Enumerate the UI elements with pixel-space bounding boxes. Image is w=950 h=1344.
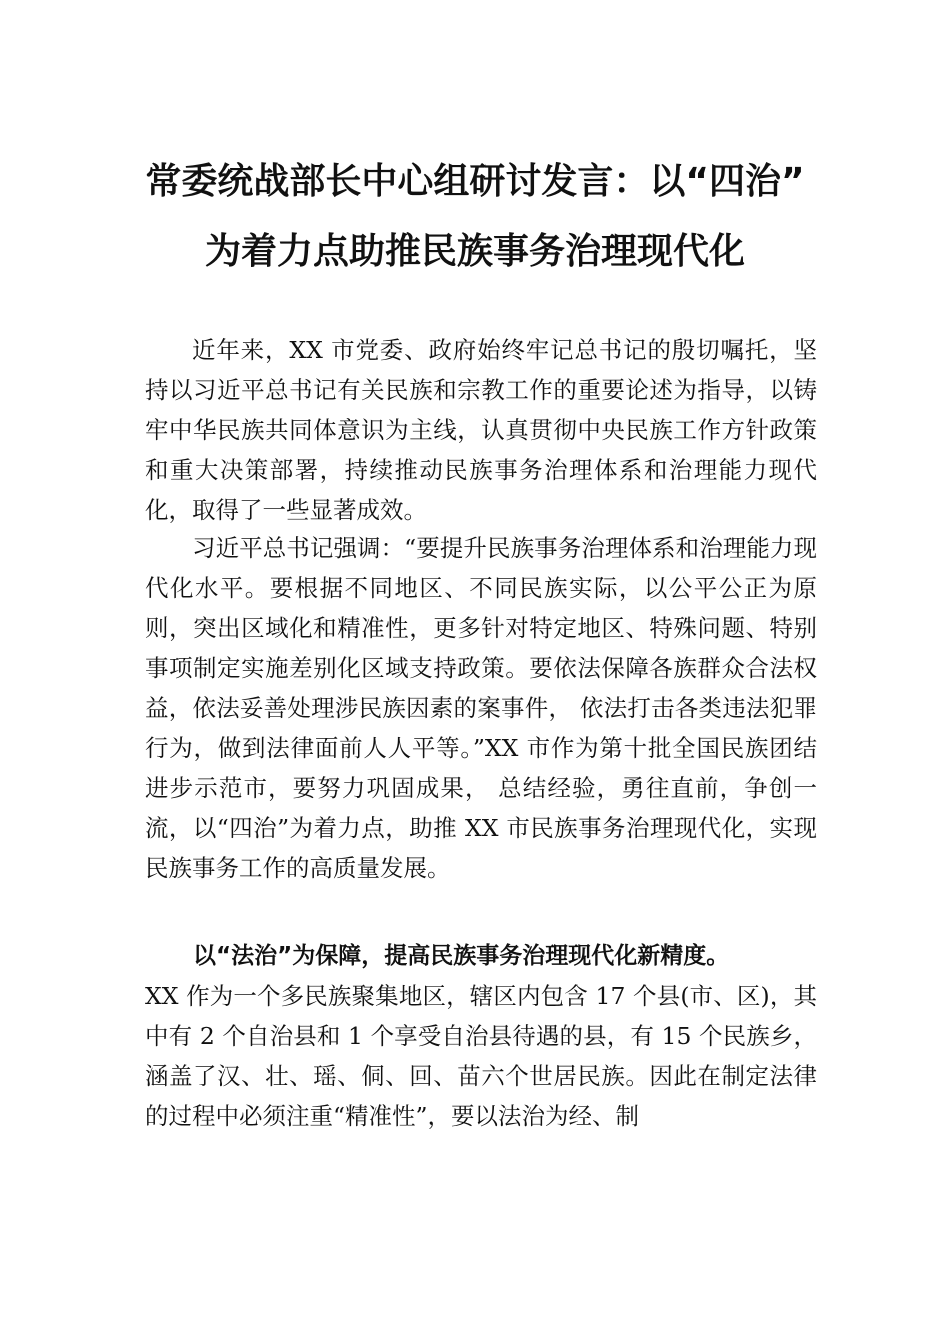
paragraph-intro: 近年来，XX 市党委、政府始终牢记总书记的殷切嘱托，坚持以习近平总书记有关民族和宗教工作的重要论述为指导，以铸牢中华民族共同体意识为主线，认真贯彻中央民族工作方针政策和重大决策部署，持续推动民族事务治理体系和治理能力现代化，取得了一些显著成效。: [145, 336, 817, 524]
document-title-line-1: 常委统战部长中心组研讨发言：以“四治”: [145, 161, 805, 202]
document-title-line-2: 为着力点助推民族事务治理现代化: [204, 231, 745, 272]
section-block: [145, 936, 817, 1136]
section-paragraph: XX 作为一个多民族聚集地区，辖区内包含 17 个县(市、区)，其中有 2 个自治县和 1 个享受自治县待遇的县，有 15 个民族乡，涵盖了汉、壮、瑶、侗、回、苗六个世居民族。因此在制定法律的过程中必须注重“精准性”，要以法治为经、制: [145, 982, 817, 1130]
section-heading: 以“法治”为保障，提高民族事务治理现代化新精度。: [193, 943, 730, 969]
paragraph-quote: 习近平总书记强调：“要提升民族事务治理体系和治理能力现代化水平。要根据不同地区、不同民族实际，以公平公正为原则，突出区域化和精准性，更多针对特定地区、特殊问题、特别事项制定实施差别化区域支持政策。要依法保障各族群众合法权益，依法妥善处理涉民族因素的案事件， 依法打击各类违法犯罪行为，做到法律面前人人平等。”XX 市作为第十批全国民族团结进步示范市，要努力巩固成果， 总结经验，勇往直前，争创一流，以“四治”为着力点，助推 XX 市民族事务治理现代化，实现民族事务工作的高质量发展。: [145, 534, 817, 882]
